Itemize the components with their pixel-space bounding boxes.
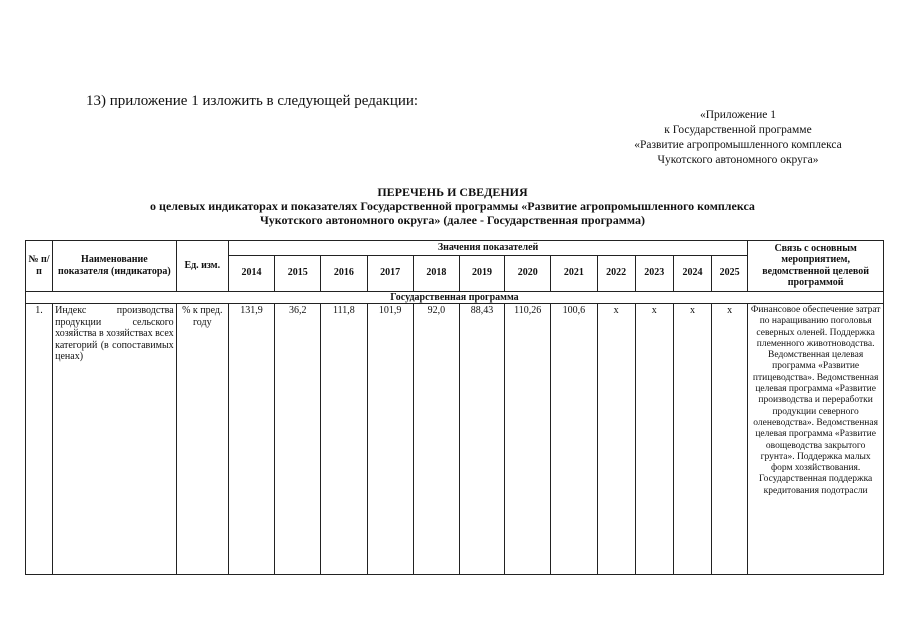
header-unit: Ед. изм.: [176, 241, 228, 292]
row-name: Индекс производства продукции сельского хозяйства в хозяйствах всех категорий (в сопоставимых ценах): [53, 304, 177, 575]
year-header: 2017: [367, 255, 413, 291]
year-header: 2021: [551, 255, 597, 291]
title-line: о целевых индикаторах и показателях Государственной программы «Развитие агропромышленного комплекса: [150, 199, 755, 213]
value-cell: 100,6: [551, 304, 597, 575]
year-header: 2025: [712, 255, 748, 291]
appendix-line: Чукотского автономного округа»: [657, 154, 819, 166]
table-row: [26, 304, 884, 575]
value-cell: х: [597, 304, 635, 575]
intro-text: 13) приложение 1 изложить в следующей редакции:: [86, 93, 419, 109]
header-num: № п/п: [26, 241, 53, 292]
year-header: 2022: [597, 255, 635, 291]
value-cell: 92,0: [413, 304, 459, 575]
header-values: Значения показателей: [228, 241, 747, 256]
value-cell: х: [673, 304, 711, 575]
year-header: 2016: [321, 255, 367, 291]
year-header: 2024: [673, 255, 711, 291]
year-header: 2023: [635, 255, 673, 291]
year-header: 2014: [228, 255, 274, 291]
value-cell: 131,9: [228, 304, 274, 575]
appendix-line: «Приложение 1: [699, 109, 777, 121]
year-header: 2018: [413, 255, 459, 291]
document-title: [0, 185, 905, 227]
value-cell: х: [712, 304, 748, 575]
value-cell: 111,8: [321, 304, 367, 575]
value-cell: 36,2: [275, 304, 321, 575]
appendix-line: к Государственной программе: [664, 124, 812, 136]
appendix-line: «Развитие агропромышленного комплекса: [634, 139, 842, 151]
indicators-table: [25, 240, 884, 575]
year-header: 2019: [459, 255, 504, 291]
value-cell: 88,43: [459, 304, 504, 575]
header-link: Связь с основным мероприятием, ведомственной целевой программой: [748, 241, 884, 292]
title-line: ПЕРЕЧЕНЬ И СВЕДЕНИЯ: [377, 185, 528, 199]
year-header: 2015: [275, 255, 321, 291]
value-cell: х: [635, 304, 673, 575]
value-cell: 101,9: [367, 304, 413, 575]
header-name: Наименование показателя (индикатора): [53, 241, 177, 292]
appendix-heading: [600, 108, 876, 168]
row-link: Финансовое обеспечение затрат по наращиванию поголовья северных оленей. Поддержка племенного животноводства. Ведомственная целевая программа «Развитие птицеводства». Ведомственная целевая программа «Развитие производства и переработки продукции северного оленеводства». Ведомственная целевая программа «Развитие овощеводства закрытого грунта». Поддержка малых форм хозяйствования. Государственная поддержка кредитования подотрасли: [748, 304, 884, 575]
row-num: 1.: [26, 304, 53, 575]
value-cell: 110,26: [505, 304, 551, 575]
title-line: Чукотского автономного округа» (далее - Государственная программа): [259, 213, 645, 227]
row-unit: % к пред. году: [176, 304, 228, 575]
section-row: Государственная программа: [26, 291, 884, 304]
year-header: 2020: [505, 255, 551, 291]
